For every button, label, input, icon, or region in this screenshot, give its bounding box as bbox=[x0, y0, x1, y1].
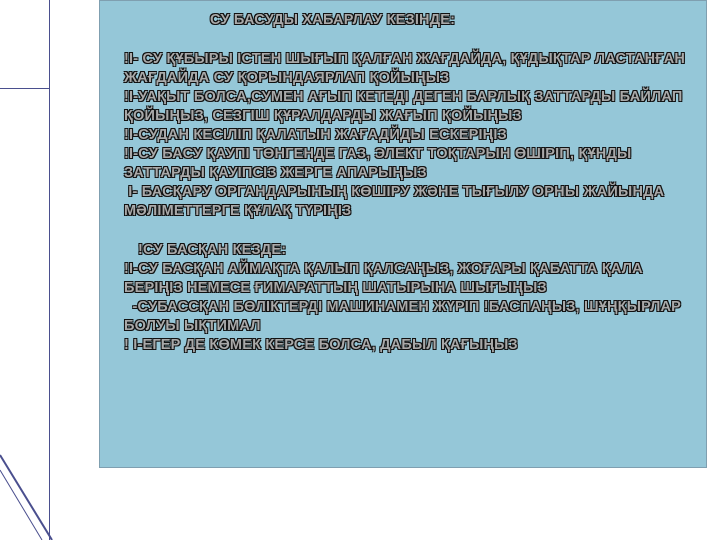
instruction-item: !I-СУДАН КЕСІЛІП ҚАЛАТЫН ЖАҒАДЙДЫ ЕСКЕРІҢІЗ bbox=[124, 127, 507, 143]
diagonal-line-2 bbox=[0, 470, 42, 540]
panel-title: СУ БАСУДЫ ХАБАРЛАУ КЕЗІНДЕ: bbox=[210, 12, 456, 28]
flood-warning-panel bbox=[99, 0, 707, 468]
instruction-item: I- БАСҚАРУ ОРГАНДАРЫНЫҢ КӨШІРУ ЖӘНЕ ТЫҒЫЛУ ОРНЫ ЖАЙЫНДА МӘЛІМЕТТЕРГЕ ҚҰЛАҚ ТҮРІҢІЗ bbox=[124, 184, 669, 219]
instruction-item: -СУБАССҚАН БӨЛІКТЕРДІ МАШИНАМЕН ЖҮРІП !БАСПАҢЫЗ, ШҰҢҚЫРЛАР БОЛУЫ ЫҚТИМАЛ bbox=[124, 299, 686, 334]
section-subheading: !СУ БАСҚАН КЕЗДЕ: bbox=[138, 242, 287, 258]
section-gap bbox=[124, 221, 692, 241]
decorative-horizontal-line bbox=[0, 88, 50, 89]
instruction-item: !I-СУ БАСУ ҚАУПІ ТӨНГЕНДЕ ГАЗ, ЭЛЕКТ ТОҚТАРЫН ӨШІРІП, ҚҰНДЫ ЗАТТАРДЫ ҚАУІПСІЗ ЖЕРГЕ АПАРЫҢЫЗ bbox=[124, 146, 636, 181]
instruction-item: !I- СУ ҚҰБЫРЫ ІСТЕН ШЫҒЫП ҚАЛҒАН ЖАҒДАЙДА, ҚҰДЫҚТАР ЛАСТАНҒАН ЖАҒДАЙДА СУ ҚОРЫНДАЯРЛАП ҚОЙЫҢЫЗ bbox=[124, 51, 690, 86]
instruction-item: !I-УАҚЫТ БОЛСА,СУМЕН АҒЫП КЕТЕДІ ДЕГЕН БАРЛЫҚ ЗАТТАРДЫ БАЙЛАП ҚОЙЫҢЫЗ, СЕЗГІШ ҚҰРАЛДАРДЫ ЖАҒЫП ҚОЙЫҢЫЗ bbox=[124, 89, 687, 124]
instruction-item: ! I-ЕГЕР ДЕ КӨМЕК КЕРСЕ БОЛСА, ДАБЫЛ ҚАҒЫҢЫЗ bbox=[124, 337, 518, 353]
decorative-vertical-line bbox=[49, 0, 50, 540]
diagonal-line-1 bbox=[0, 455, 52, 540]
instruction-item: !I-СУ БАСҚАН АЙМАҚТА ҚАЛЫП ҚАЛСАҢЫЗ, ЖОҒАРЫ ҚАБАТТА ҚАЛА БЕРІҢІЗ НЕМЕСЕ ҒИМАРАТТЫҢ ШАТЫРЫНА ШЫҒЫҢЫЗ bbox=[124, 261, 648, 296]
